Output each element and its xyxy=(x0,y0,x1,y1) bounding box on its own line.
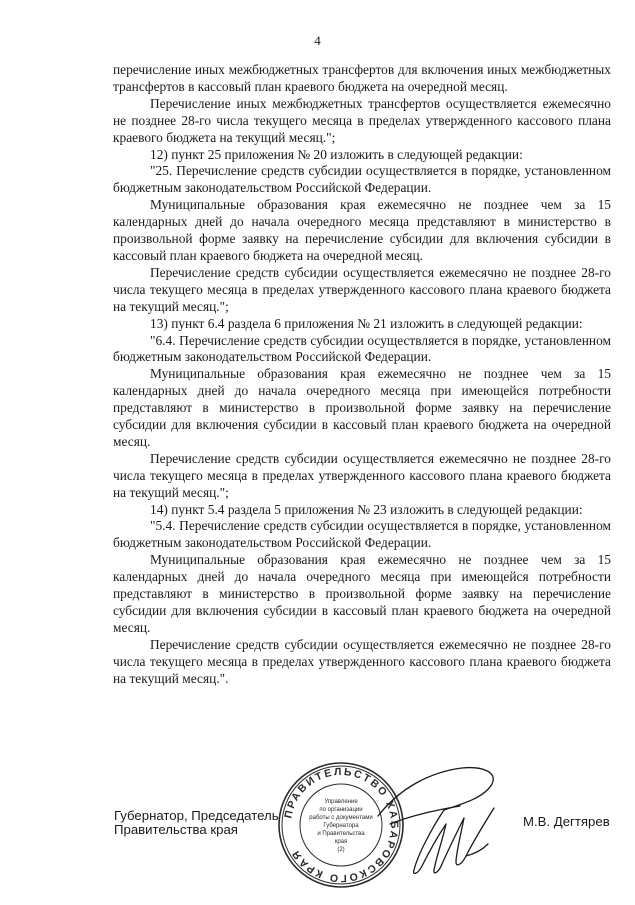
svg-text:ПРАВИТЕЛЬСТВО ХАБАРОВСКОГО КРА: ПРАВИТЕЛЬСТВО ХАБАРОВСКОГО КРАЯ xyxy=(282,765,401,885)
paragraph: 14) пункт 5.4 раздела 5 приложения № 23 изложить в следующей редакции: xyxy=(150,501,583,517)
paragraph: перечисление иных межбюджетных трансфертов для включения иных межбюджетных трансфертов в кассовый план краевого бюджета на очередной месяц. xyxy=(113,62,611,94)
svg-text:по организации: по организации xyxy=(319,807,363,813)
handwritten-signature xyxy=(370,758,510,878)
paragraph: Муниципальные образования края ежемесячно не позднее чем за 15 календарных дней до начала очередного месяца при имеющейся потребности представляют в министерство в произвольной форме заявку на перечисление субсидии для включения субсидии в кассовый план краевого бюджета на очередной месяц. xyxy=(113,552,611,635)
page-number: 4 xyxy=(314,33,321,48)
svg-text:и Правительства: и Правительства xyxy=(317,831,365,837)
svg-text:Губернатора: Губернатора xyxy=(323,823,359,829)
svg-text:работы с документами: работы с документами xyxy=(309,815,373,821)
paragraph: Перечисление средств субсидии осуществляется ежемесячно не позднее 28-го числа текущего месяца в пределах утвержденного кассового плана краевого бюджета на текущий месяц."; xyxy=(113,264,611,314)
paragraph: Перечисление средств субсидии осуществляется ежемесячно не позднее 28-го числа текущего месяца в пределах утвержденного кассового плана краевого бюджета на текущий месяц."; xyxy=(113,450,611,500)
paragraph: Перечисление иных межбюджетных трансфертов осуществляется ежемесячно не позднее 28-го числа текущего месяца в пределах утвержденного кассового плана краевого бюджета на текущий месяц."; xyxy=(113,95,611,145)
paragraph: Муниципальные образования края ежемесячно не позднее чем за 15 календарных дней до начала очередного месяца при имеющейся потребности представляют в министерство в произвольной форме заявку на перечисление субсидии для включения субсидии в кассовый план краевого бюджета на очередной месяц. xyxy=(113,366,611,449)
signer-title xyxy=(114,809,279,836)
signature-scribble-icon xyxy=(370,758,510,878)
signer-name: М.В. Дегтярев xyxy=(523,814,610,829)
signer-title-line: Губернатор, Председатель xyxy=(114,808,279,823)
svg-text:Управление: Управление xyxy=(324,799,358,805)
paragraph: "6.4. Перечисление средств субсидии осуществляется в порядке, установленном бюджетным законодательством Российской Федерации. xyxy=(113,332,611,365)
paragraph: Перечисление средств субсидии осуществляется ежемесячно не позднее 28-го числа текущего месяца в пределах утвержденного кассового плана краевого бюджета на текущий месяц.". xyxy=(113,636,611,686)
paragraph: Муниципальные образования края ежемесячно не позднее чем за 15 календарных дней до начала очередного месяца представляют в министерство в произвольной форме заявку на перечисление субсидии для включения субсидии в кассовый план краевого бюджета на очередной месяц. xyxy=(113,197,611,263)
svg-text:края: края xyxy=(334,839,348,845)
paragraph: 12) пункт 25 приложения № 20 изложить в следующей редакции: xyxy=(150,146,523,162)
paragraph: "25. Перечисление средств субсидии осуществляется в порядке, установленном бюджетным законодательством Российской Федерации. xyxy=(113,163,611,196)
paragraph: 13) пункт 6.4 раздела 6 приложения № 21 изложить в следующей редакции: xyxy=(150,315,583,331)
svg-text:(2): (2) xyxy=(337,847,345,853)
signer-title-line: Правительства края xyxy=(114,821,238,837)
paragraph: "5.4. Перечисление средств субсидии осуществляется в порядке, установленном бюджетным законодательством Российской Федерации. xyxy=(113,518,611,551)
